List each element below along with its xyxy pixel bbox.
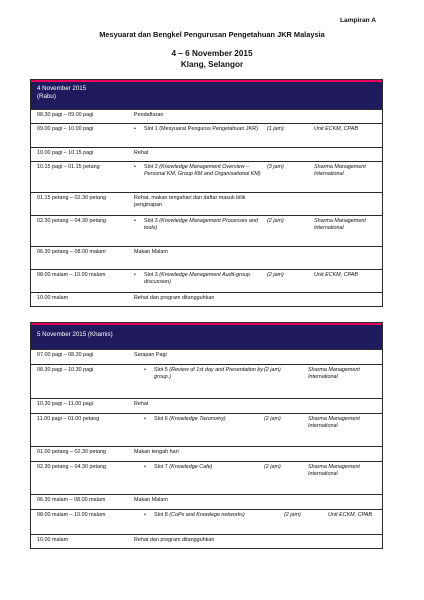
row-time: 02.30 petang – 04.30 petang [37,218,106,224]
row-time: 10.30 pagi – 11.00 pagi [37,401,93,407]
slot-description: (Knowledge Management Processes and tools) [144,218,258,232]
row-duration: (2 jam) [264,464,281,470]
row-session [154,416,269,423]
row-duration: (2 jam) [284,512,301,518]
schedule-row [31,215,382,246]
row-time: 10.00 malam [37,295,69,301]
slot-label: Slot 2 [144,164,158,170]
row-session [144,126,319,133]
day-date: 5 November 2015 (Khamis) [37,331,113,338]
row-activity: Sarapan Pagi [134,352,167,358]
row-duration: (1 jam) [267,126,284,132]
day-weekday: (Rabu) [37,92,56,100]
row-session [144,218,262,232]
row-presenter: Unit ECKM, CPAB [314,126,358,132]
slot-description: (CoPs and Knowlege networks) [169,512,245,518]
slot-description: (Mesyuarat Pengurus Pengetahuan JKR) [159,126,258,132]
row-presenter: Unit ECKM, CPAB [328,512,372,518]
row-duration: (2 jam) [267,218,284,224]
schedule-row [31,413,382,446]
row-time: 09.00 pagi – 10.00 pagi [37,126,94,132]
schedule-row [31,494,382,509]
row-time: 10.00 pagi – 10.15 pagi [37,150,94,156]
row-duration: (2 jam) [264,416,281,422]
schedule-row [31,509,382,534]
document-title: Mesyuarat dan Bengkel Pengurusan Pengetahuan JKR Malaysia [99,30,325,39]
row-time: 01.15 petang – 02.30 petang [37,195,106,201]
event-location: Klang, Selangor [180,60,244,69]
schedule-row [31,446,382,461]
row-session [154,367,269,381]
row-activity: Makan tengah hari [134,449,179,455]
schedule-row [31,349,382,364]
schedule-row [31,461,382,494]
row-time: 08.00 malam – 10.00 malam [37,512,106,518]
slot-description: (Knowledge Cafe) [169,464,213,470]
schedule-row [31,192,382,215]
row-time: 06.30 petang – 08.00 malam [37,249,106,255]
bullet-icon: • [134,218,136,224]
row-activity: Makan Malam [134,249,168,255]
row-activity: Pendaftaran [134,112,164,118]
row-activity: Rehat [134,401,149,407]
slot-label: Slot 1 [144,126,158,132]
bullet-icon: • [144,464,146,470]
row-time: 11.00 pagi – 01.00 petang [37,416,100,422]
schedule-row [31,147,382,161]
slot-label: Slot 7 [154,464,168,470]
row-activity: Makan Malam [134,497,168,503]
slot-label: Slot 6 [154,416,168,422]
row-time: 08.30 pagi – 09.00 pagi [37,112,94,118]
schedule-row [31,269,382,292]
slot-label: Slot 8 [154,512,168,518]
schedule-row [31,109,382,123]
schedule-row [31,161,382,192]
row-session [144,272,262,286]
row-presenter: Sharma Management International [308,464,360,478]
day-header [31,82,382,109]
schedule-row [31,364,382,398]
slot-description: (Knowledge Taxonomy) [169,416,226,422]
row-activity: Rehat dan program ditangguhkan [134,295,215,301]
row-activity: Rehat [134,150,149,156]
row-session [154,512,274,519]
row-session [144,164,262,178]
schedule-row [31,246,382,269]
bullet-icon: • [144,512,146,518]
schedule-row [31,292,382,306]
row-presenter: Sharma Management International [308,416,360,430]
slot-description: (Review of 1st day and Presentation by group.) [154,367,264,381]
row-duration: (2 jam) [267,272,284,278]
slot-label: Slot 3 [144,218,158,224]
day-date: 4 November 2015 [37,85,87,92]
bullet-icon: • [134,272,136,278]
schedule-row [31,534,382,548]
row-presenter: Sharma Management International [314,164,366,178]
schedule-row [31,398,382,413]
slot-label: Slot 3 [144,272,158,278]
appendix-label: Lampiran A [340,17,377,24]
row-time: 08.30 pagi – 10.30 pagi [37,367,94,373]
row-time: 02.30 petang – 04.30 petang [37,464,106,470]
row-presenter: Sharma Management International [314,218,366,232]
row-presenter: Unit ECKM, CPAB [314,272,358,278]
bullet-icon: • [134,164,136,170]
schedule-day-2 [30,322,383,549]
row-time: 06.30 malam – 08.00 malam [37,497,106,503]
bullet-icon: • [144,416,146,422]
bullet-icon: • [134,126,136,132]
row-time: 10.15 pagi – 01.15 petang [37,164,100,170]
slot-label: Slot 5 [154,367,168,373]
event-dates: 4 – 6 November 2015 [171,49,253,58]
row-time: 01.00 petang – 02.30 petang [37,449,106,455]
schedule-row [31,123,382,147]
row-duration: (3 jam) [267,164,284,170]
day-header [31,325,382,349]
row-time: 07.00 pagi – 08.30 pagi [37,352,94,358]
slot-description: (Knowledge Management Audit-group discussion) [144,272,250,286]
row-duration: (2 jam) [264,367,281,373]
row-time: 10.00 malam [37,537,69,543]
slot-description: (Knowledge Management Overview – Personal KM, Group KM and Organisational KM) [144,164,261,178]
row-activity: Rehat dan program ditangguhkan [134,537,215,543]
bullet-icon: • [144,367,146,373]
row-presenter: Sharma Management International [308,367,360,381]
row-time: 08.00 malam – 10.00 malam [37,272,106,278]
row-session [154,464,269,471]
row-activity: Rehat, makan tengahari dan daftar masuk bilik penginapan [134,195,246,209]
schedule-day-1 [30,79,383,307]
